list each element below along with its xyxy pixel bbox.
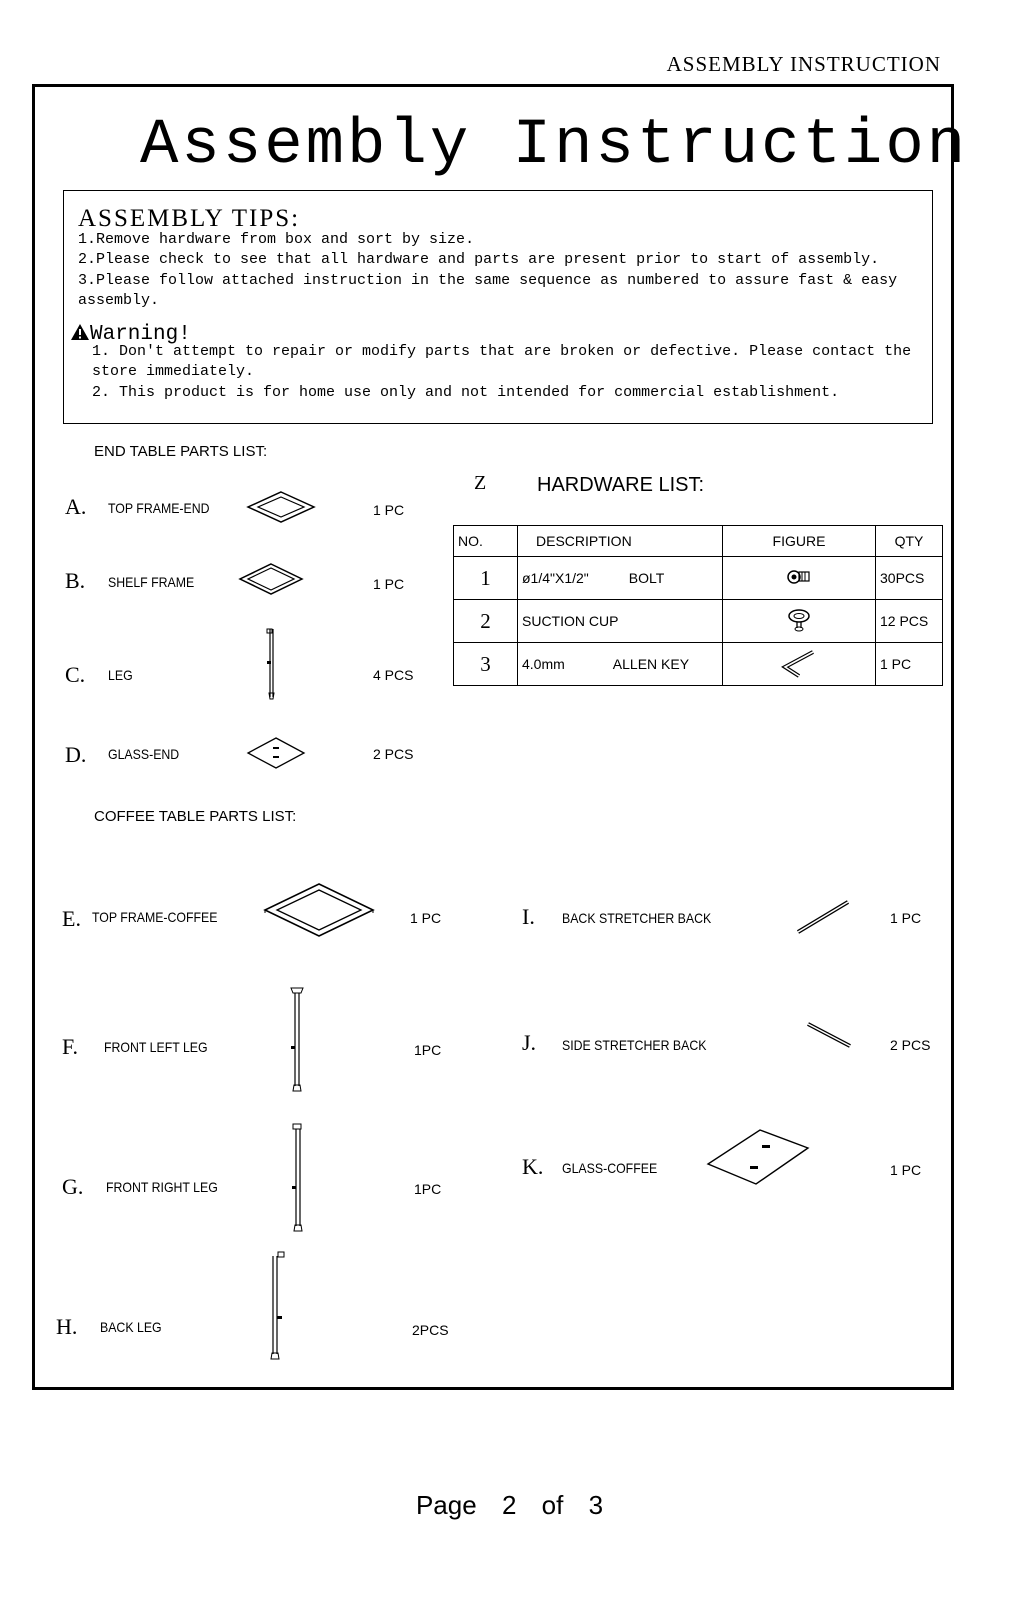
page-title: Assembly Instruction (140, 110, 969, 182)
part-letter: G. (62, 1174, 84, 1199)
stretcher-icon (804, 1020, 854, 1050)
part-qty: 4 PCS (373, 667, 414, 683)
page-number (0, 1490, 1019, 1521)
part-letter: K. (522, 1154, 544, 1179)
description-text: ø1/4"X1/2" (522, 570, 589, 586)
hardware-marker: Z (474, 472, 487, 494)
description-text-2: BOLT (628, 570, 665, 586)
part-qty: 2 PCS (890, 1037, 931, 1053)
table-row (454, 557, 943, 600)
page-total: 3 (588, 1490, 604, 1520)
part-letter: J. (522, 1030, 537, 1055)
end-table-heading: END TABLE PARTS LIST: (94, 443, 268, 460)
warning-icon (70, 323, 90, 341)
leg-icon (268, 1250, 288, 1362)
table-row (454, 643, 943, 686)
row-number: 2 (454, 600, 518, 643)
part-letter: F. (62, 1034, 78, 1059)
tip-line: 2.Please check to see that all hardware and parts are present prior to start of assembly. (78, 251, 880, 268)
hardware-table (453, 525, 943, 686)
warning-heading-text: Warning! (90, 323, 191, 346)
glass-panel-icon (706, 1128, 810, 1186)
table-header-row (454, 526, 943, 557)
table-row (454, 600, 943, 643)
page-of: of (541, 1490, 564, 1520)
column-header: DESCRIPTION (518, 526, 723, 557)
part-name: SIDE STRETCHER BACK (562, 1037, 707, 1053)
tip-line: 1.Remove hardware from box and sort by size. (78, 231, 475, 248)
glass-panel-icon (246, 736, 306, 770)
row-qty: 30PCS (876, 557, 943, 600)
page-label: Page (415, 1490, 477, 1520)
bolt-icon (786, 567, 812, 587)
coffee-table-heading: COFFEE TABLE PARTS LIST: (94, 808, 297, 825)
assembly-tips-box (63, 190, 933, 424)
part-qty: 1 PC (890, 1162, 922, 1178)
square-frame-icon (246, 490, 316, 524)
row-description (518, 643, 723, 686)
leg-icon (290, 1122, 308, 1234)
column-header: FIGURE (723, 526, 876, 557)
part-name: GLASS-COFFEE (562, 1160, 658, 1176)
row-qty: 1 PC (876, 643, 943, 686)
part-qty: 1 PC (373, 502, 405, 518)
row-description: SUCTION CUP (518, 600, 723, 643)
square-frame-icon (238, 562, 304, 596)
row-figure (723, 557, 876, 600)
hardware-heading: HARDWARE LIST: (537, 474, 705, 496)
square-frame-icon (262, 882, 376, 938)
part-qty: 1 PC (410, 910, 442, 926)
stretcher-icon (794, 896, 854, 936)
tip-line: 3.Please follow attached instruction in the same sequence as numbered to assure fast & easy (78, 272, 898, 289)
part-qty: 1 PC (373, 576, 405, 592)
running-header: ASSEMBLY INSTRUCTION (666, 52, 941, 76)
warning-line: 1. Don't attempt to repair or modify parts that are broken or defective. Please contact the (92, 343, 912, 360)
part-qty: 2 PCS (373, 746, 414, 762)
warning-line: 2. This product is for home use only and not intended for commercial establishment. (92, 384, 840, 401)
part-letter: A. (65, 494, 87, 519)
column-header: NO. (454, 526, 518, 557)
description-text-2: ALLEN KEY (612, 656, 690, 672)
description-text: 4.0mm (522, 656, 565, 672)
part-name: GLASS-END (108, 746, 180, 762)
column-header: QTY (876, 526, 943, 557)
part-letter: D. (65, 742, 87, 767)
tips-heading: ASSEMBLY TIPS: (78, 205, 301, 232)
row-figure (723, 600, 876, 643)
part-letter: C. (65, 662, 86, 687)
part-qty: 2PCS (412, 1322, 449, 1338)
part-name: FRONT LEFT LEG (104, 1039, 208, 1055)
page-current: 2 (501, 1490, 517, 1520)
part-name: SHELF FRAME (108, 574, 195, 590)
allen-key-icon (779, 648, 819, 678)
leg-icon (288, 986, 306, 1094)
part-name: FRONT RIGHT LEG (106, 1179, 218, 1195)
row-figure (723, 643, 876, 686)
part-name: LEG (108, 667, 133, 683)
part-letter: I. (522, 904, 535, 929)
part-letter: E. (62, 906, 81, 931)
part-qty: 1PC (414, 1181, 442, 1197)
part-name: TOP FRAME-END (108, 500, 210, 516)
row-description (518, 557, 723, 600)
part-letter: H. (56, 1314, 78, 1339)
row-number: 1 (454, 557, 518, 600)
part-qty: 1PC (414, 1042, 442, 1058)
row-number: 3 (454, 643, 518, 686)
suction-cup-icon (786, 608, 812, 632)
part-name: BACK LEG (100, 1319, 162, 1335)
row-qty: 12 PCS (876, 600, 943, 643)
part-qty: 1 PC (890, 910, 922, 926)
part-name: BACK STRETCHER BACK (562, 910, 712, 926)
part-name: TOP FRAME-COFFEE (92, 909, 218, 925)
leg-icon (264, 627, 278, 701)
tip-line: assembly. (78, 292, 160, 309)
part-letter: B. (65, 568, 86, 593)
warning-line: store immediately. (92, 363, 255, 380)
